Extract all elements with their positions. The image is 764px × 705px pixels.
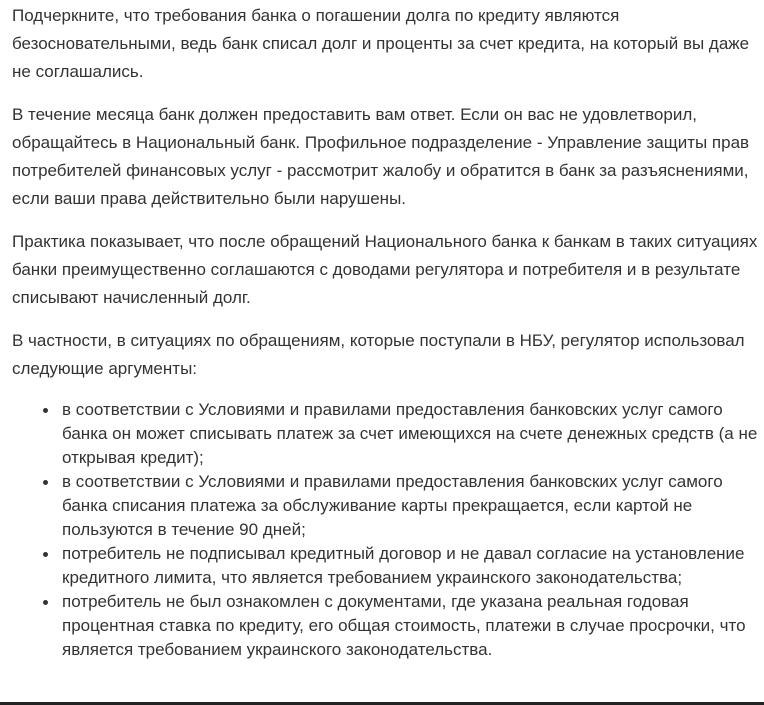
paragraph-practice: Практика показывает, что после обращений Национального банка к банкам в таких ситуациях банки преимущественно соглашаются с доводами регулятора и потребителя и в результате списывают начисленный долг. (12, 232, 758, 307)
list-item-text: потребитель не был ознакомлен с документами, где указана реальная годовая процентная ставка по кредиту, его общая стоимость, платежи в случае просрочки, что является требованием украинского законодательства. (62, 592, 746, 659)
paragraph-dispute-claim: Подчеркните, что требования банка о погашении долга по кредиту являются безосновательными, ведь банк списал долг и проценты за счет кредита, на который вы даже не соглашались. (12, 6, 750, 81)
list-item (62, 398, 762, 470)
bullet-icon (43, 552, 48, 557)
paragraph-arguments-intro: В частности, в ситуациях по обращениям, которые поступали в НБУ, регулятор использовал следующие аргументы: (12, 331, 745, 378)
list-item (62, 590, 762, 662)
paragraph-bank-response: В течение месяца банк должен предоставить вам ответ. Если он вас не удовлетворил, обращайтесь в Национальный банк. Профильное подразделение - Управление защиты прав потребителей финансовых услуг - рассмотрит жалобу и обратится в банк за разъяснениями, если ваши права действительно были нарушены. (12, 105, 750, 208)
list-item-text: в соответствии с Условиями и правилами предоставления банковских услуг самого банка он может списывать платеж за счет имеющихся на счете денежных средств (а не открывая кредит); (62, 400, 758, 467)
list-item-text: в соответствии с Условиями и правилами предоставления банковских услуг самого банка списания платежа за обслуживание карты прекращается, если картой не пользуются в течение 90 дней; (62, 472, 723, 539)
arguments-list (12, 398, 762, 662)
article-body (12, 2, 762, 662)
bullet-icon (43, 600, 48, 605)
list-item (62, 542, 762, 590)
bullet-icon (43, 408, 48, 413)
list-item (62, 470, 762, 542)
bullet-icon (43, 480, 48, 485)
list-item-text: потребитель не подписывал кредитный договор и не давал согласие на установление кредитного лимита, что является требованием украинского законодательства; (62, 544, 745, 587)
